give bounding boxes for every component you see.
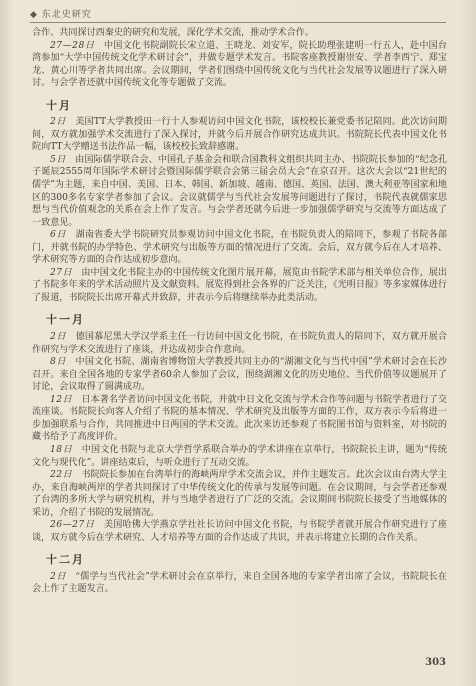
entry-text: 由国际儒学联合会、中国孔子基金会和联合国教科文组织共同主办、书院院长参加的“纪念孔子诞辰2555周年国际学术研讨会暨国际儒学联合会第三届会员大会”在京召开。这次大会以“21世纪的儒学”为主题，来自中国、美国、日本、韩国、新加坡、越南、德国、英国、法国、澳大利亚等国家和地区的300多名专家学者参加了会议。会议就儒学与当代社会发展等问题进行了探讨，书院代表就儒家思想与当代价值观念的关系在会上作了发言。与会学者还就今后进一步加强儒学研究与交流等方面达成了一致意见。 (32, 154, 447, 228)
chronicle-entry (32, 519, 447, 544)
chronicle-entry (32, 469, 447, 519)
chronicle-entry (32, 394, 447, 444)
chronicle-entry (32, 331, 447, 356)
entry-text: 美国哈佛大学燕京学社社长访问中国文化书院，与书院学者就开展合作研究进行了座谈，双方就今后在学术研究、人才培养等方面的合作达成了共识，并表示将建立长期的合作关系。 (32, 520, 447, 543)
entry-text: 德国慕尼黑大学汉学系主任一行访问中国文化书院，在书院负责人的陪同下，双方就开展合作研究与学术交流进行了座谈，并达成初步合作意向。 (32, 332, 447, 355)
header-ornament-icon: ◆ (30, 10, 38, 20)
entry-text: 合作、共同探讨西秦史的研究和发展，深化学术交流，推动学术合作。 (32, 28, 314, 38)
entry-date: 2日 (50, 332, 67, 343)
entry-text: 日本著名学者访问中国文化书院，并就中日文化交流与学术合作等问题与书院学者进行了交流座谈。书院院长向客人介绍了书院的基本情况、学术研究及出版等方面的工作，双方表示今后将进一步加强联系与合作，共同推进中日两国的学术交流。此次来访还参观了书院图书馆与资料室，对书院的藏书给予了高度评价。 (32, 394, 447, 443)
chronicle-entry (32, 267, 447, 305)
entry-date: 12日 (50, 394, 73, 405)
entry-date: 27—28日 (50, 40, 95, 51)
chronicle-entry (32, 571, 447, 596)
entry-text: 书院院长参加在台湾举行的海峡两岸学术交流会议，并作主题发言。此次会议由台湾大学主办，来自海峡两岸的学者共同探讨了中华传统文化的传承与发展等问题。在会议期间，与会学者还参观了台湾的多所大学与研究机构，并与当地学者进行了广泛的交流。会议期间书院院长接受了当地媒体的采访，介绍了书院的发展情况。 (32, 470, 447, 518)
month-heading: 十一月 (46, 313, 85, 327)
chronicle-entry (32, 356, 447, 394)
month-heading: 十二月 (46, 553, 85, 567)
entry-date: 8日 (50, 357, 67, 368)
entry-text: 由中国文化书院主办的中国传统文化图片展开幕，展览由书院学术部与相关单位合作，展出了书院多年来的学术活动照片及文献资料。展览得到社会各界的广泛关注，《光明日报》等多家媒体进行了报道，书院院长出席开幕式并致辞，并表示今后将继续举办此类活动。 (32, 267, 447, 303)
running-header (30, 7, 92, 20)
entry-text: 湖南省委大学书院研究员参观访问中国文化书院，在书院负责人的陪同下，参观了书院各部门，并就书院的办学特色、学术研究与出版等方面的情况进行了交流。会后，双方就今后在人才培养、学术研究等方面的合作达成初步意向。 (32, 230, 447, 266)
entry-date: 2日 (50, 117, 67, 128)
entry-date: 27日 (50, 267, 73, 278)
entry-date: 2日 (50, 571, 67, 582)
page-number: 303 (425, 657, 446, 668)
entry-text: 中国文化书院副院长宋立道、王晓龙、刘安军，院长助理张建明一行五人，赴中国台湾参加“大学中国传统文化学术研讨会”，并做专题学术发言。书院客座教授谢崇安、学者李西宁、郑宝龙、黄心川等学者共同出席。会议期间，学者们围绕中国传统文化与当代社会发展等议题进行了深入研讨。与会学者还就中国传统文化等专题做了交流。 (32, 40, 447, 89)
entry-date: 18日 (50, 444, 73, 455)
chronicle-entry (32, 27, 447, 40)
entry-date: 6日 (50, 230, 67, 241)
entry-text: “儒学与当代社会”学术研讨会在京举行，来自全国各地的专家学者出席了会议，书院院长在会上作了主题发言。 (32, 571, 447, 595)
chronicle-entry (32, 154, 447, 229)
month-heading: 十月 (46, 98, 72, 112)
entry-text: 美国TT大学教授田一行十人参观访问中国文化书院，该校校长兼党委书记陪同。此次访问期间，双方就加强学术交流进行了深入探讨，并就今后开展合作研究达成共识。书院院长代表中国文化书院向TT大学赠送书法作品一幅，该校校长致辞感谢。 (32, 117, 447, 153)
chronicle-entry (32, 229, 447, 267)
entry-text: 中国文化书院、湖南省博物馆大学教授共同主办的“湖湘文化与当代中国”学术研讨会在长沙召开。来自全国各地的专家学者60余人参加了会议，围绕湖湘文化的历史地位、当代价值等议题展开了讨论，会议取得了圆满成功。 (32, 357, 447, 393)
chronicle-entry (32, 444, 447, 469)
chronicle-entry (32, 116, 447, 154)
entry-text: 中国文化书院与北京大学哲学系联合举办的学术讲座在京举行，书院院长主讲，题为“传统文化与现代化”。讲座结束后，与听众进行了互动交流。 (32, 444, 448, 468)
header-title: 东北史研究 (41, 10, 92, 20)
entry-date: 26—27日 (50, 520, 95, 531)
chronicle-entry (32, 40, 447, 90)
header-rule (30, 22, 446, 23)
chronicle-body (32, 27, 447, 596)
entry-date: 5日 (50, 154, 67, 165)
entry-date: 22日 (50, 470, 73, 481)
